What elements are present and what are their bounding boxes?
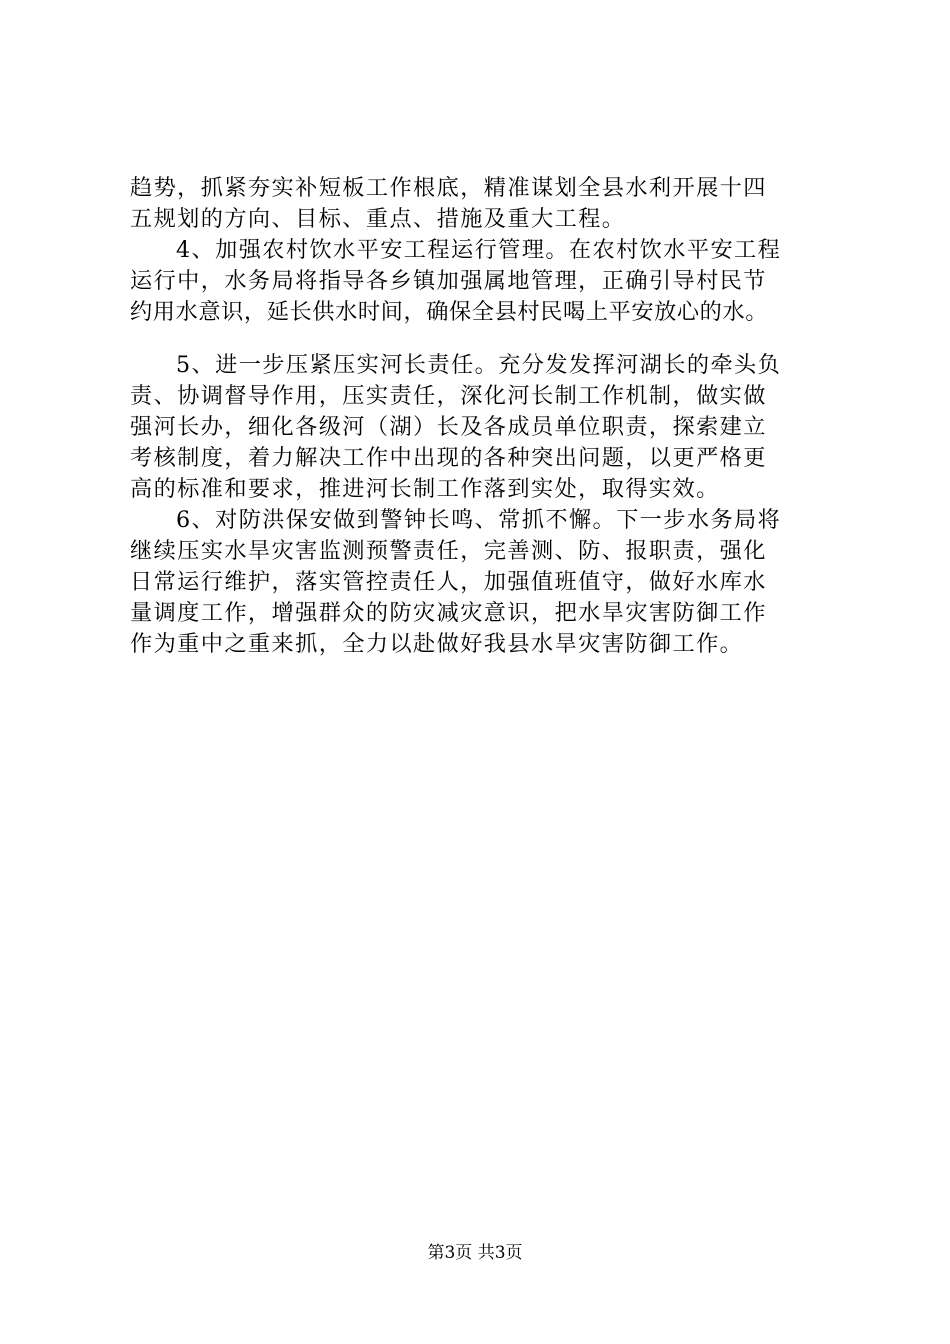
- text-line: 作为重中之重来抓，全力以赴做好我县水旱灾害防御工作。: [130, 631, 744, 657]
- text-line: 4、加强农村饮水平安工程运行管理。在农村饮水平安工程: [176, 237, 782, 263]
- text-line: 日常运行维护，落实管控责任人，加强值班值守，做好水库水: [130, 569, 767, 595]
- page-footer: [0, 1242, 950, 1264]
- text-line: 高的标准和要求，推进河长制工作落到实处，取得实效。: [130, 476, 720, 502]
- text-line: 五规划的方向、目标、重点、措施及重大工程。: [130, 206, 626, 232]
- body-text: [130, 173, 835, 660]
- text-line: 5、进一步压紧压实河长责任。充分发发挥河湖长的牵头负: [176, 352, 782, 378]
- text-line: 运行中，水务局将指导各乡镇加强属地管理，正确引导村民节: [130, 268, 767, 294]
- text-line: 6、对防洪保安做到警钟长鸣、常抓不懈。下一步水务局将: [176, 507, 782, 533]
- text-line: 考核制度，着力解决工作中出现的各种突出问题，以更严格更: [130, 445, 767, 471]
- text-line: 继续压实水旱灾害监测预警责任，完善测、防、报职责，强化: [130, 538, 767, 564]
- page-number-label: 第3页 共3页: [427, 1243, 523, 1263]
- text-line: 强河长办，细化各级河（湖）长及各成员单位职责，探索建立: [130, 414, 767, 440]
- text-line: 趋势，抓紧夯实补短板工作根底，精准谋划全县水利开展十四: [130, 175, 767, 201]
- text-line: 约用水意识，延长供水时间，确保全县村民喝上平安放心的水。: [130, 299, 769, 325]
- text-line: 量调度工作，增强群众的防灾减灾意识，把水旱灾害防御工作: [130, 600, 767, 626]
- text-line: 责、协调督导作用，压实责任，深化河长制工作机制，做实做: [130, 383, 767, 409]
